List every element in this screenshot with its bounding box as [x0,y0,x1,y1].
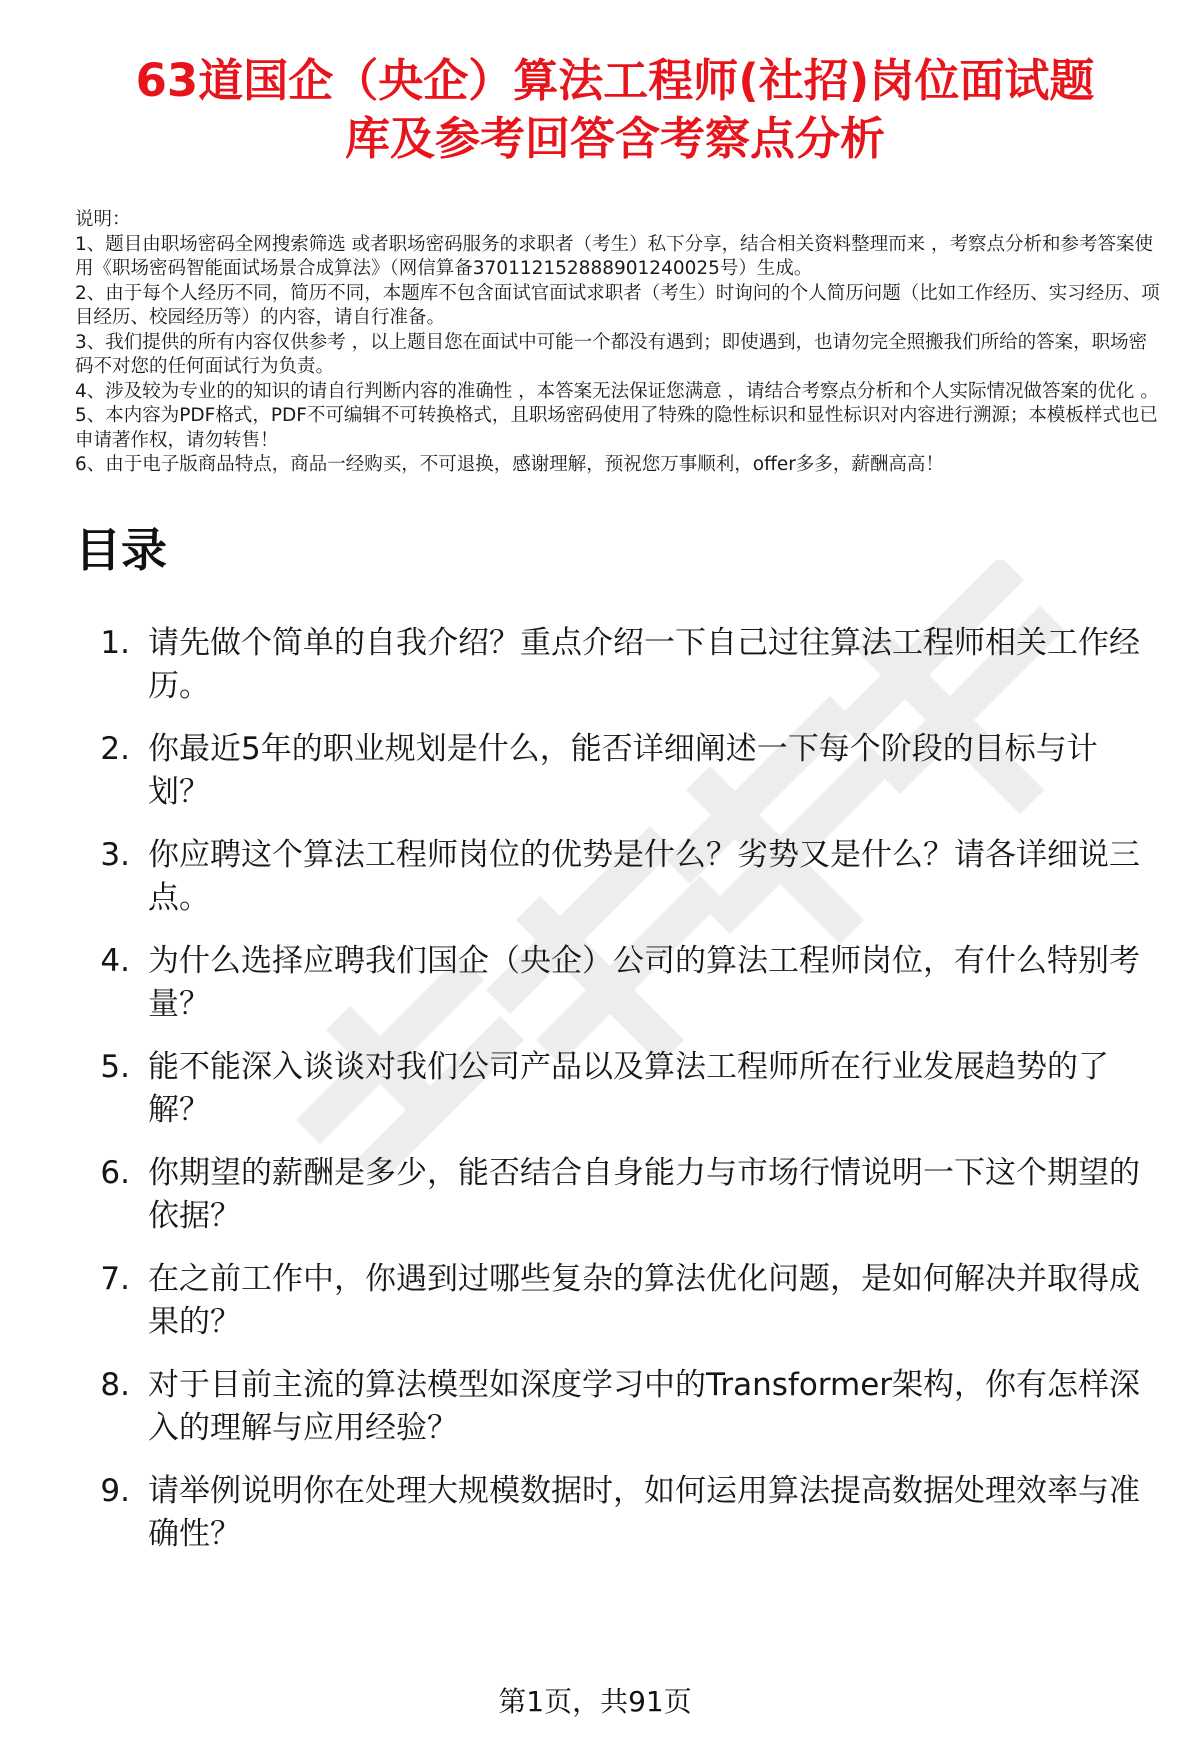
toc-item-text: 你最近5年的职业规划是什么，能否详细阐述一下每个阶段的目标与计划？ [148,730,1098,810]
toc-item-text: 请举例说明你在处理大规模数据时，如何运用算法提高数据处理效率与准确性？ [148,1472,1140,1552]
notice-item: 3、我们提供的所有内容仅供参考 ，以上题目您在面试中可能一个都没有遇到；即使遇到，也请勿完全照搬我们所给的答案，职场密码不对您的任何面试行为负责。 [75,331,1148,377]
notice-heading: 说明： [75,209,131,230]
toc-item-text: 你应聘这个算法工程师岗位的优势是什么？劣势又是什么？请各详细说三点。 [148,836,1140,916]
toc-item-number: 2. [100,730,130,767]
toc-item[interactable] [75,940,1175,1026]
toc-item-text: 为什么选择应聘我们国企（央企）公司的算法工程师岗位，有什么特别考量？ [148,942,1140,1022]
toc-heading: 目录 [75,522,167,577]
toc-item-text: 能不能深入谈谈对我们公司产品以及算法工程师所在行业发展趋势的了解？ [148,1048,1109,1128]
page-footer: 第1页，共91页 [498,1685,692,1718]
notice-item: 2、由于每个人经历不同，简历不同，本题库不包含面试官面试求职者（考生）时询问的个人简历问题（比如工作经历、实习经历、项目经历、校园经历等）的内容，请自行准备。 [75,282,1160,328]
toc-list [75,622,1175,1556]
toc-item[interactable] [75,834,1175,920]
toc-item-number: 5. [100,1048,130,1085]
notice-item: 1、题目由职场密码全网搜索筛选 或者职场密码服务的求职者（考生）私下分享，结合相关资料整理而来 ，考察点分析和参考答案使用《职场密码智能面试场景合成算法》（网信算备370112152888901240025号）生成。 [75,233,1154,279]
toc-item-number: 6. [100,1154,130,1191]
toc-item[interactable] [75,1152,1175,1238]
toc-item[interactable] [75,1470,1175,1556]
toc-item-number: 1. [100,624,130,661]
toc-item-text: 在之前工作中，你遇到过哪些复杂的算法优化问题，是如何解决并取得成果的？ [148,1260,1140,1340]
toc-item[interactable] [75,622,1175,708]
toc-item[interactable] [75,1046,1175,1132]
toc-item[interactable] [75,1364,1175,1450]
toc-item-number: 3. [100,836,130,873]
toc-item-number: 4. [100,942,130,979]
notice-item: 4、涉及较为专业的的知识的请自行判断内容的准确性 ，本答案无法保证您满意 ，请结合考察点分析和个人实际情况做答案的优化 。 [75,380,1159,402]
toc-item[interactable] [75,728,1175,814]
notice-section [75,208,1160,478]
toc-item-number: 8. [100,1366,130,1403]
notice-item: 6、由于电子版商品特点，商品一经购买，不可退换，感谢理解，预祝您万事顺利，offer多多，薪酬高高！ [75,454,944,475]
toc-item-number: 7. [100,1260,130,1297]
notice-item: 5、本内容为PDF格式，PDF不可编辑不可转换格式，且职场密码使用了特殊的隐性标识和显性标识对内容进行溯源；本模板样式也已申请著作权，请勿转售！ [75,405,1158,451]
toc-item-text: 你期望的薪酬是多少，能否结合自身能力与市场行情说明一下这个期望的依据？ [148,1154,1140,1234]
document-title-line-1: 63道国企（央企）算法工程师(社招)岗位面试题 [135,54,1095,107]
toc-item-text: 对于目前主流的算法模型如深度学习中的Transformer架构，你有怎样深入的理解与应用经验？ [148,1366,1141,1446]
document-title [65,0,1165,168]
toc-item-text: 请先做个简单的自我介绍？重点介绍一下自己过往算法工程师相关工作经历。 [148,624,1140,704]
document-title-line-2: 库及参考回答含考察点分析 [344,112,885,165]
toc-item[interactable] [75,1258,1175,1344]
toc-item-number: 9. [100,1472,130,1509]
